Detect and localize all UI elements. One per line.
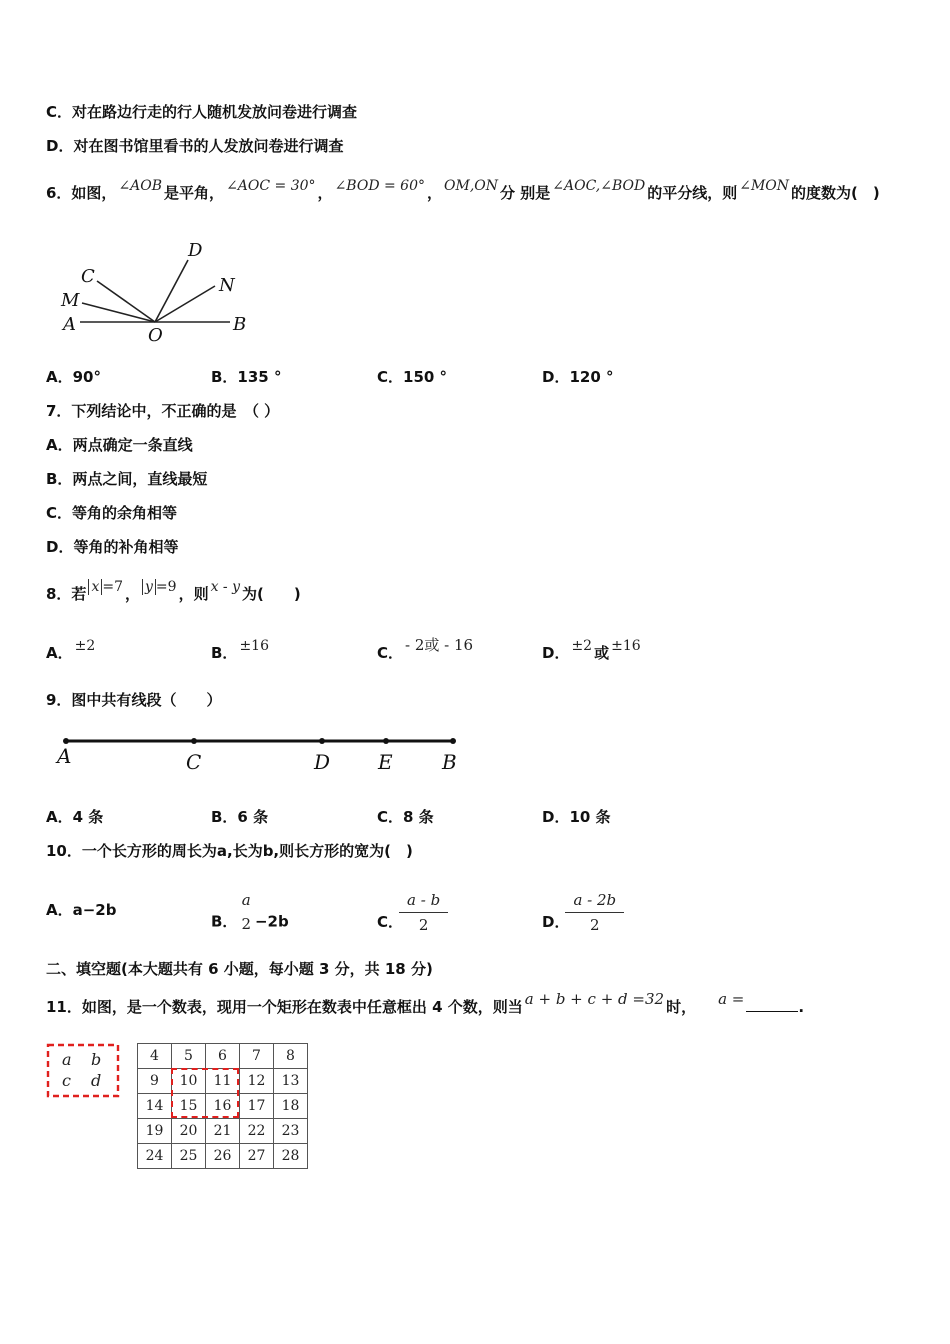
dashed-rectangle bbox=[48, 1045, 118, 1096]
table-cell: 10 bbox=[172, 1069, 206, 1094]
q7-option-d: D．等角的补角相等 bbox=[46, 538, 179, 556]
label-c: C bbox=[81, 266, 95, 287]
table-cell: 8 bbox=[274, 1044, 308, 1069]
box-d: d bbox=[91, 1071, 102, 1090]
q7-option-c: C．等角的余角相等 bbox=[46, 504, 178, 522]
table-cell: 11 bbox=[206, 1069, 240, 1094]
table-cell: 16 bbox=[206, 1094, 240, 1119]
q9-option-b: B．6 条 bbox=[211, 808, 269, 826]
q6-option-c: C．150 ° bbox=[377, 368, 448, 386]
table-row bbox=[138, 1069, 308, 1094]
fraction-a-minus-b-over-2: $\frac{a - b}{2}$ bbox=[403, 890, 444, 935]
table-cell: 9 bbox=[138, 1069, 172, 1094]
q9-option-c: C．8 条 bbox=[377, 808, 434, 826]
table-cell: 12 bbox=[240, 1069, 274, 1094]
number-table bbox=[137, 1043, 308, 1169]
math-sum-32: a + b + c + d =32 bbox=[524, 990, 665, 1008]
label-b: B bbox=[233, 314, 247, 335]
label-e: E bbox=[378, 750, 393, 774]
q6-option-b: B．135 ° bbox=[211, 368, 282, 386]
table-cell: 28 bbox=[274, 1144, 308, 1169]
math-angle-mon: ∠MON bbox=[739, 178, 790, 194]
label-a: A bbox=[57, 744, 72, 768]
q10-option-d: D． $\frac{a - 2b}{2}$ bbox=[542, 900, 620, 945]
q9-segment-figure bbox=[52, 730, 472, 780]
point-e bbox=[383, 738, 389, 744]
point-b bbox=[450, 738, 456, 744]
box-a: a bbox=[62, 1050, 72, 1069]
label-d: D bbox=[188, 240, 203, 261]
math-angle-bod: ∠BOD = 60° bbox=[334, 178, 425, 194]
q6-angle-figure bbox=[55, 236, 265, 346]
q7-option-b: B．两点之间，直线最短 bbox=[46, 470, 208, 488]
ray-oc bbox=[97, 281, 155, 322]
table-cell: 7 bbox=[240, 1044, 274, 1069]
q10-stem: 10．一个长方形的周长为a,长为b,则长方形的宽为( ) bbox=[46, 842, 413, 860]
math-abs-x: x =7 bbox=[86, 579, 125, 595]
label-n: N bbox=[219, 275, 235, 296]
label-c: C bbox=[186, 750, 202, 774]
q11-abcd-box bbox=[46, 1043, 121, 1099]
q10-option-c: C． $\frac{a - b}{2}$ bbox=[377, 900, 444, 945]
q11-stem: 11．如图，是一个数表，现用一个矩形在数表中任意框出 4 个数，则当 a + b + c + d =32 时， a = . bbox=[46, 990, 805, 1016]
math-angle-aob: ∠AOB bbox=[118, 178, 163, 194]
math-angle-aoc: ∠AOC = 30° bbox=[226, 178, 316, 194]
fraction-a-minus-2b-over-2: $\frac{a - 2b}{2}$ bbox=[569, 890, 620, 935]
math-abs-y: y =9 bbox=[140, 579, 179, 595]
answer-blank[interactable] bbox=[746, 997, 798, 1012]
label-b: B bbox=[442, 750, 457, 774]
q5-option-d: D．对在图书馆里看书的人发放问卷进行调查 bbox=[46, 137, 344, 155]
table-cell: 27 bbox=[240, 1144, 274, 1169]
box-b: b bbox=[91, 1050, 102, 1069]
table-cell: 19 bbox=[138, 1119, 172, 1144]
label-a: A bbox=[63, 314, 76, 335]
table-cell: 21 bbox=[206, 1119, 240, 1144]
q8-option-b: B． ±16 bbox=[211, 638, 269, 662]
q10-option-b: B． a 2 −2b bbox=[211, 891, 289, 933]
table-cell: 20 bbox=[172, 1119, 206, 1144]
table-cell: 26 bbox=[206, 1144, 240, 1169]
table-row bbox=[138, 1094, 308, 1119]
label-m: M bbox=[61, 290, 80, 311]
table-cell: 13 bbox=[274, 1069, 308, 1094]
q6-option-d: D．120 ° bbox=[542, 368, 614, 386]
table-cell: 23 bbox=[274, 1119, 308, 1144]
label-o: O bbox=[148, 325, 163, 346]
table-cell: 18 bbox=[274, 1094, 308, 1119]
table-row bbox=[138, 1144, 308, 1169]
q8-option-d: D． ±2 或 ±16 bbox=[542, 638, 641, 662]
q9-option-a: A．4 条 bbox=[46, 808, 104, 826]
table-cell: 24 bbox=[138, 1144, 172, 1169]
table-cell: 22 bbox=[240, 1119, 274, 1144]
table-cell: 14 bbox=[138, 1094, 172, 1119]
table-cell: 5 bbox=[172, 1044, 206, 1069]
q10-option-a: A．a−2b bbox=[46, 901, 117, 919]
table-cell: 4 bbox=[138, 1044, 172, 1069]
q9-stem: 9．图中共有线段（ ） bbox=[46, 691, 222, 709]
ray-om bbox=[82, 303, 155, 322]
section-title-fill-in: 二、填空题(本大题共有 6 小题，每小题 3 分，共 18 分) bbox=[46, 960, 433, 978]
q8-stem: 8．若 x =7 ， y =9 ，则 x - y 为( ) bbox=[46, 579, 301, 603]
q5-option-c: C．对在路边行走的行人随机发放问卷进行调查 bbox=[46, 103, 358, 121]
table-cell: 6 bbox=[206, 1044, 240, 1069]
table-cell: 25 bbox=[172, 1144, 206, 1169]
q7-option-a: A．两点确定一条直线 bbox=[46, 436, 193, 454]
math-a-equals: a = bbox=[718, 990, 745, 1008]
point-c bbox=[191, 738, 197, 744]
q6-stem: 6．如图， ∠AOB 是平角， ∠AOC = 30° ， ∠BOD = 60° ， OM,ON 分 别是 ∠AOC,∠BOD 的平分线，则 ∠MON 的度数为( ) bbox=[46, 178, 880, 202]
math-om-on: OM,ON bbox=[444, 178, 499, 194]
table-row bbox=[138, 1044, 308, 1069]
q8-option-a: A． ±2 bbox=[46, 638, 96, 662]
table-cell: 15 bbox=[172, 1094, 206, 1119]
q6-option-a: A．90° bbox=[46, 368, 101, 386]
q9-option-d: D．10 条 bbox=[542, 808, 611, 826]
math-x-minus-y: x - y bbox=[210, 579, 241, 595]
table-row bbox=[138, 1119, 308, 1144]
label-d: D bbox=[314, 750, 331, 774]
fraction-a-over-2: a 2 bbox=[241, 891, 251, 933]
box-c: c bbox=[62, 1071, 71, 1090]
q7-stem: 7．下列结论中，不正确的是 （ ） bbox=[46, 402, 280, 420]
q8-option-c: C． - 2或 - 16 bbox=[377, 636, 474, 662]
math-angles: ∠AOC,∠BOD bbox=[552, 178, 646, 194]
point-d bbox=[319, 738, 325, 744]
table-cell: 17 bbox=[240, 1094, 274, 1119]
